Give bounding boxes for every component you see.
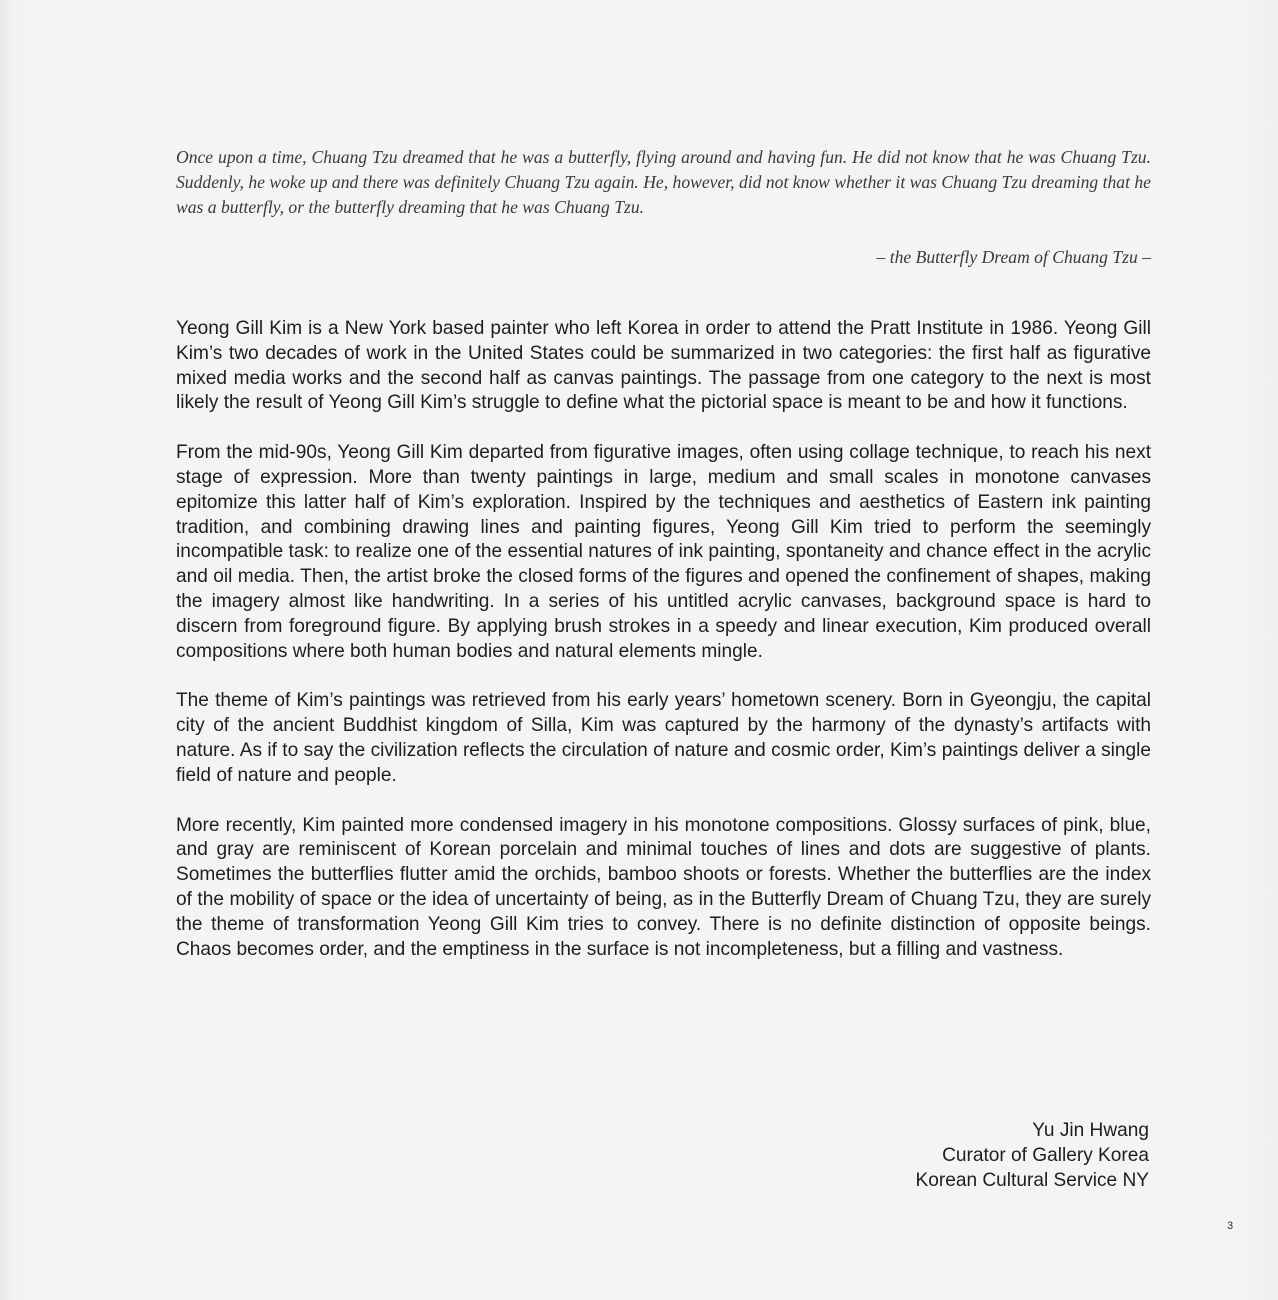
essay-body (176, 317, 1151, 987)
author-title: Curator of Gallery Korea (942, 1145, 1149, 1166)
essay-paragraph: Yeong Gill Kim is a New York based painter who left Korea in order to attend the Pratt Institute in 1986. Yeong Gill Kim’s two decades of work in the United States could be summarized in two categories: the first half as figurative mixed media works and the second half as canvas paintings. The passage from one category to the next is most likely the result of Yeong Gill Kim’s struggle to define what the pictorial space is meant to be and how it functions. (176, 318, 1151, 414)
author-signature-block (800, 1118, 1149, 1193)
essay-paragraph: More recently, Kim painted more condensed imagery in his monotone compositions. Glossy surfaces of pink, blue, and gray are reminiscent of Korean porcelain and minimal touches of lines and dots are suggestive of plants. Sometimes the butterflies flutter amid the orchids, bamboo shoots or forests. Whether the butterflies are the index of the mobility of space or the idea of uncertainty of being, as in the Butterfly Dream of Chuang Tzu, they are surely the theme of transformation Yeong Gill Kim tries to convey. There is no definite distinction of opposite beings. Chaos becomes order, and the emptiness in the surface is not incompleteness, but a filling and vastness. (176, 814, 1151, 960)
author-organization: Korean Cultural Service NY (915, 1170, 1149, 1191)
essay-paragraph: The theme of Kim’s paintings was retrieved from his early years’ hometown scenery. Born in Gyeongju, the capital city of the ancient Buddhist kingdom of Silla, Kim was captured by the harmony of the dynasty’s artifacts with nature. As if to say the civilization reflects the circulation of nature and cosmic order, Kim’s paintings deliver a single field of nature and people. (176, 690, 1151, 786)
epigraph-source: – the Butterfly Dream of Chuang Tzu – (876, 247, 1151, 267)
author-name: Yu Jin Hwang (1032, 1120, 1149, 1141)
epigraph-quote: Once upon a time, Chuang Tzu dreamed that he was a butterfly, flying around and having fun. He did not know that he was Chuang Tzu. Suddenly, he woke up and there was definitely Chuang Tzu again. He, however, did not know whether it was Chuang Tzu dreaming that he was a butterfly, or the butterfly dreaming that he was Chuang Tzu. (176, 147, 1151, 217)
page-number: 3 (1226, 1220, 1234, 1232)
essay-paragraph: From the mid-90s, Yeong Gill Kim departed from figurative images, often using collage technique, to reach his next stage of expression. More than twenty paintings in large, medium and small scales in monotone canvases epitomize this latter half of Kim’s exploration. Inspired by the techniques and aesthetics of Eastern ink painting tradition, and combining drawing lines and painting figures, Yeong Gill Kim tried to perform the seemingly incompatible task: to realize one of the essential natures of ink painting, spontaneity and chance effect in the acrylic and oil media. Then, the artist broke the closed forms of the figures and opened the confinement of shapes, making the imagery almost like handwriting. In a series of his untitled acrylic canvases, background space is hard to discern from foreground figure. By applying brush strokes in a speedy and linear execution, Kim produced overall compositions where both human bodies and natural elements mingle. (176, 442, 1151, 662)
